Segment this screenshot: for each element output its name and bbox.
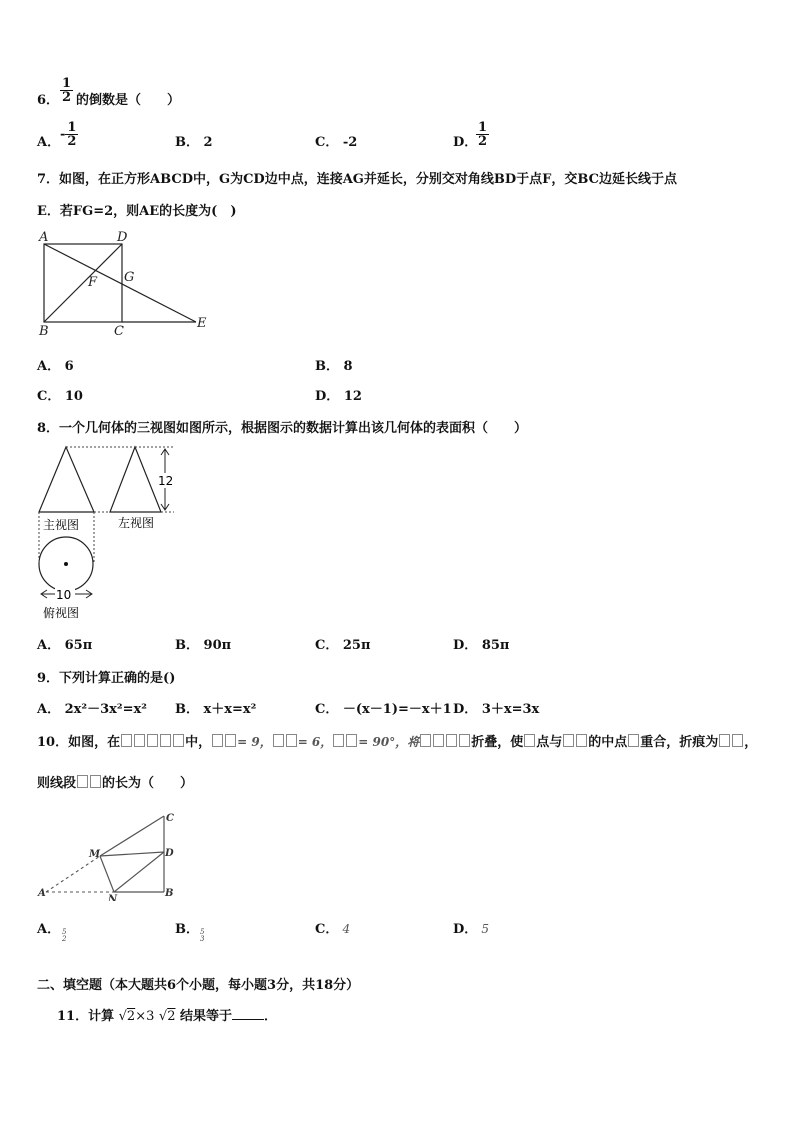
side-view-triangle	[110, 447, 161, 512]
label-a: A	[39, 230, 49, 245]
label-g: G	[124, 270, 135, 285]
segment-nd	[114, 852, 164, 892]
q10-option-a: 5 2	[62, 928, 67, 943]
q10-option-b: 5 3	[200, 928, 205, 943]
q9-option-c: C． －(x－1)=－x＋1	[315, 702, 452, 717]
q10-stem-line2: 则线段 的长为（ ）	[37, 776, 194, 791]
q7-option-c: C． 10	[37, 389, 83, 404]
q9-option-b: B． x＋x=x²	[175, 702, 257, 717]
top-view-caption: 俯视图	[43, 606, 80, 620]
segment-md	[100, 852, 164, 856]
q6-number: 6．	[37, 93, 60, 108]
q10-option-a-label: A．	[37, 922, 61, 937]
q9-option-d: D． 3＋x=3x	[453, 702, 540, 717]
q10-option-c: C． 4	[315, 922, 351, 937]
q7-figure	[36, 228, 211, 340]
label-c: C	[166, 813, 174, 824]
answer-blank[interactable]	[232, 1019, 264, 1020]
q9-stem: 9．下列计算正确的是()	[37, 671, 176, 686]
q6-option-c: C． -2	[315, 135, 358, 150]
q10-stem-line1: 10．如图，在 中， = 9， = 6， = 90°，将 折叠，使 点与 的中点 重合，折痕为 ，	[37, 735, 758, 750]
q8-option-c: C． 25π	[315, 638, 371, 653]
label-m: M	[89, 849, 101, 860]
q9-option-a: A． 2x²－3x²=x²	[37, 702, 147, 717]
label-d: D	[165, 848, 174, 859]
label-c: C	[114, 324, 124, 339]
line-ae	[44, 244, 196, 322]
q6-option-d-label: D．	[453, 135, 478, 150]
q11-stem: 11．计算 √2×3 √2 结果等于 ．	[57, 1009, 278, 1024]
q10-option-b-label: B．	[175, 922, 199, 937]
label-b: B	[39, 324, 49, 339]
side-view-caption: 左视图	[118, 516, 155, 530]
q8-option-a: A． 65π	[37, 638, 93, 653]
section-title: 二、填空题（本大题共6个小题，每小题3分，共18分）	[37, 978, 360, 993]
q8-stem: 8．一个几何体的三视图如图所示，根据图示的数据计算出该几何体的表面积（ ）	[37, 421, 528, 436]
q6-option-a-label: A．	[37, 135, 61, 150]
q7-option-a: A． 6	[37, 359, 74, 374]
q7-stem-line2: E．若FG=2，则AE的长度为( )	[37, 204, 237, 219]
q10-option-d: D． 5	[453, 922, 490, 937]
diagonal-bd	[44, 244, 122, 322]
front-view-caption: 主视图	[43, 518, 80, 532]
label-b: B	[165, 888, 174, 899]
q8-option-b: B． 90π	[175, 638, 232, 653]
q10-figure	[36, 806, 186, 901]
q7-option-d: D． 12	[315, 389, 362, 404]
label-n: N	[108, 894, 118, 901]
q7-stem-line1: 7．如图，在正方形ABCD中，G为CD边中点，连接AG并延长，分别交对角线BD于点F，交BC边延长线于点	[37, 172, 677, 187]
q6-stem: 的倒数是（ ）	[76, 93, 181, 108]
q8-three-view-figure	[34, 442, 184, 624]
q6-fraction: $\frac{1}{2}$	[62, 76, 72, 105]
q6-option-d: $\frac{1}{2}$	[478, 120, 488, 149]
side-cm	[100, 816, 164, 856]
q7-option-b: B． 8	[315, 359, 353, 374]
fold-mn	[100, 856, 114, 892]
q8-option-d: D． 85π	[453, 638, 510, 653]
label-e: E	[197, 316, 207, 331]
label-d: D	[117, 230, 128, 245]
q6-option-b: B． 2	[175, 135, 213, 150]
label-a: A	[38, 888, 46, 899]
label-f: F	[88, 275, 98, 290]
q6-option-a: - $\frac{1}{2}$	[60, 120, 77, 149]
front-view-triangle	[39, 447, 94, 512]
diameter-label: 10	[56, 588, 72, 602]
height-label: 12	[158, 474, 174, 488]
